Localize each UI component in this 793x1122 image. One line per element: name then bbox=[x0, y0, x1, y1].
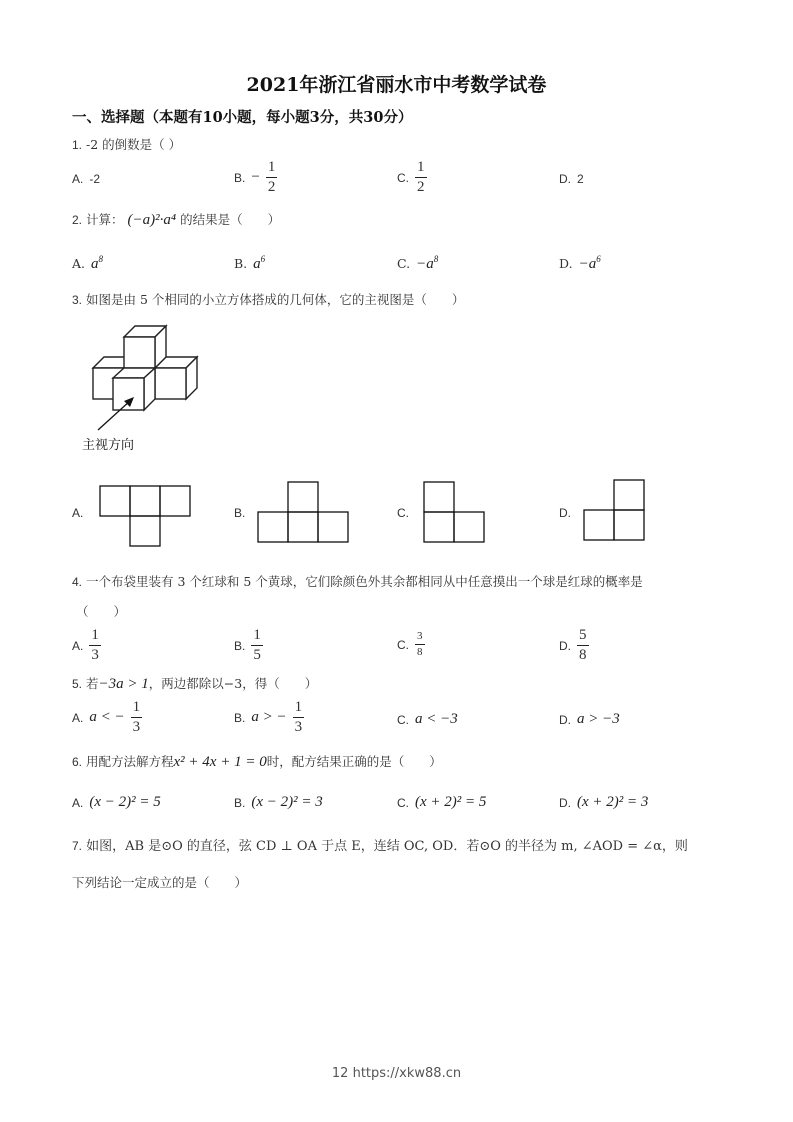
section-heading: 一、选择题（本题有10小题，每小题3分，共30分） bbox=[72, 109, 413, 126]
question-7-line2: 下列结论一定成立的是（ ） bbox=[72, 875, 248, 890]
q3-option-c-label: C. bbox=[397, 506, 409, 520]
q6-option-c: C. (x + 2)² = 5 bbox=[397, 794, 487, 810]
question-4-line2: （ ） bbox=[76, 604, 127, 619]
question-7: 7. 如图，AB 是⊙O 的直径，弦 CD ⊥ OA 于点 E，连结 OC, OD．若⊙O 的半径为 m, ∠AOD = ∠α，则 bbox=[72, 839, 688, 854]
question-1: 1. -2 的倒数是（ ） bbox=[72, 137, 182, 152]
q5-option-a: A. a < − $\frac{1}{3}$ bbox=[72, 699, 141, 735]
q2-option-d: D. $-a^6$ bbox=[559, 254, 601, 272]
q4-option-c: C. $\frac{3}{8}$ bbox=[397, 630, 423, 658]
figure-caption: 主视方向 bbox=[82, 438, 135, 453]
fraction: $\frac{1}{2}$ bbox=[417, 159, 425, 195]
fraction: $\frac{1}{2}$ bbox=[267, 159, 276, 195]
q6-option-a: A. (x − 2)² = 5 bbox=[72, 794, 161, 810]
q4-option-d: D. $\frac{5}{8}$ bbox=[559, 627, 587, 663]
q2-option-a: A. $a^8$ bbox=[72, 254, 104, 272]
q1-option-a: A. -2 bbox=[72, 172, 101, 186]
q6-option-b: B. (x − 2)² = 3 bbox=[234, 794, 323, 810]
q5-option-b: B. a > − $\frac{1}{3}$ bbox=[234, 699, 303, 735]
page-title: 2021年浙江省丽水市中考数学试卷 bbox=[246, 74, 547, 96]
question-4: 4. 一个布袋里装有 3 个红球和 5 个黄球，它们除颜色外其余都相同从中任意摸出一个球是红球的概率是 bbox=[72, 574, 643, 589]
q2-option-b: B. $a^6$ bbox=[234, 254, 266, 272]
q2-option-c: C. $-a^8$ bbox=[397, 254, 439, 272]
q4-option-a: A. $\frac{1}{3}$ bbox=[72, 627, 99, 663]
question-5: 5. 若−3a > 1，两边都除以−3，得（ ） bbox=[72, 676, 318, 692]
q3-option-b-label: B. bbox=[234, 506, 246, 520]
q5-option-d: D. a > −3 bbox=[559, 711, 620, 727]
question-3: 3. 如图是由 5 个相同的小立方体搭成的几何体，它的主视图是（ ） bbox=[72, 292, 465, 307]
q5-option-c: C. a < −3 bbox=[397, 711, 458, 727]
q1-option-c: C. $\frac{1}{2}$ bbox=[397, 159, 425, 195]
q4-option-b: B. $\frac{1}{5}$ bbox=[234, 627, 261, 663]
q3-option-a-label: A. bbox=[72, 506, 84, 520]
question-2: 2. 计算： (−a)²·a⁴ 的结果是（ ） bbox=[72, 212, 281, 228]
question-6: 6. 用配方法解方程x² + 4x + 1 = 0时，配方结果正确的是（ ） bbox=[72, 754, 442, 770]
q1-option-b: B. − $\frac{1}{2}$ bbox=[234, 159, 276, 195]
q6-option-d: D. (x + 2)² = 3 bbox=[559, 794, 649, 810]
q3-option-d-label: D. bbox=[559, 506, 571, 520]
q1-option-d: D. 2 bbox=[559, 172, 584, 186]
page-footer: 12 https://xkw88.cn bbox=[331, 1066, 462, 1081]
